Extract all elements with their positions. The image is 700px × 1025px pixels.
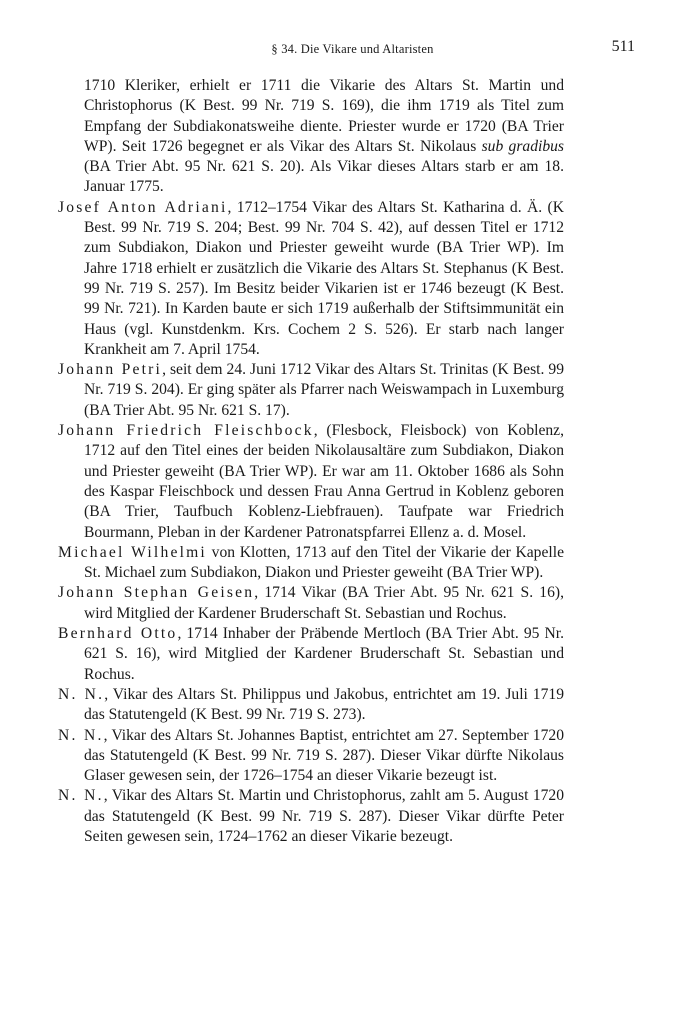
entry-text: von Klotten, 1713 auf den Titel der Vikarie der Kapelle St. Michael zum Subdiakon, Diakon und Priester geweiht (BA Trier WP). <box>84 543 564 582</box>
entry-name: Johann Stephan Geisen <box>58 584 255 602</box>
running-title: § 34. Die Vikare und Altaristen <box>271 42 434 56</box>
entry-petri <box>58 360 564 421</box>
entry-text-before: 1710 Kleriker, erhielt er 1711 die Vikarie des Altars St. Martin und Christophorus (K Best. 99 Nr. 719 S. 169), die ihm 1719 als Titel zum Empfang der Subdiakonatsweihe diente. Priester wurde er 1720 (BA Trier WP). Seit 1726 begegnet er als Vikar des Altars St. Nikolaus <box>84 77 564 155</box>
entry-name: Michael Wilhelmi <box>58 543 207 561</box>
entry-text: , seit dem 24. Juni 1712 Vikar des Altars St. Trinitas (K Best. 99 Nr. 719 S. 204). Er ging später als Pfarrer nach Weiswampach in Luxemburg (BA Trier Abt. 95 Nr. 621 S. 17). <box>84 361 564 419</box>
text-body <box>58 76 564 847</box>
entry-text: , (Flesbock, Fleisbock) von Koblenz, 1712 auf den Titel eines der beiden Nikolausaltäre zum Subdiakon, Diakon und Priester geweiht (BA Trier WP). Er war am 11. Oktober 1686 als Sohn des Kaspar Fleischbock und dessen Frau Anna Gertrud in Koblenz geboren (BA Trier, Taufbuch Koblenz-Liebfrauen). Taufpate war Friedrich Bourmann, Pleban in der Kardener Patronatspfarrei Ellenz a. d. Mosel. <box>84 422 564 541</box>
entry-text: , 1712–1754 Vikar des Altars St. Katharina d. Ä. (K Best. 99 Nr. 719 S. 204; Best. 99 Nr. 704 S. 42), auf dessen Titel er 1712 zum Subdiakon, Diakon und Priester geweiht wurde (BA Trier WP). Im Jahre 1718 erhielt er zusätzlich die Vikarie des Altars St. Stephanus (K Best. 99 Nr. 719 S. 257). Im Besitz beider Vikarien ist er 1746 bezeugt (K Best. 99 Nr. 721). In Karden baute er sich 1719 außerhalb der Stiftsimmunität ein Haus (vgl. Kunstdenkm. Krs. Cochem 2 S. 526). Er starb nach langer Krankheit am 7. April 1754. <box>84 198 565 358</box>
entry-text: , Vikar des Altars St. Philippus und Jakobus, entrichtet am 19. Juli 1719 das Statutengeld (K Best. 99 Nr. 719 S. 273). <box>84 685 564 724</box>
entry-name: Bernhard Otto <box>58 625 178 643</box>
entry-wilhelmi <box>58 543 564 584</box>
entry-nn-martin <box>58 786 564 847</box>
running-header <box>60 38 645 62</box>
entry-otto <box>58 624 564 685</box>
page-number: 511 <box>611 38 635 55</box>
entry-adriani <box>58 198 564 360</box>
entry-continuation <box>58 76 564 198</box>
entry-text: , Vikar des Altars St. Martin und Christophorus, zahlt am 5. August 1720 das Statutengeld (K Best. 99 Nr. 719 S. 287). Dieser Vikar dürfte Peter Seiten gewesen sein, 1724–1762 an dieser Vikarie bezeugt. <box>84 787 565 845</box>
entry-fleischbock <box>58 421 564 543</box>
entry-name: Johann Petri <box>58 361 163 379</box>
entry-name: N. N. <box>58 787 104 805</box>
entry-name: Johann Friedrich Fleischbock <box>58 422 314 440</box>
entry-italic-text: sub gradibus <box>481 137 565 155</box>
entry-text: , 1714 Inhaber der Präbende Mertloch (BA Trier Abt. 95 Nr. 621 S. 16), wird Mitglied der Kardener Bruderschaft St. Sebastian und Rochus. <box>84 625 564 683</box>
entry-nn-philippus <box>58 685 564 726</box>
entry-text: , 1714 Vikar (BA Trier Abt. 95 Nr. 621 S. 16), wird Mitglied der Kardener Bruderschaft St. Sebastian und Rochus. <box>84 584 564 622</box>
entry-text: , Vikar des Altars St. Johannes Baptist, entrichtet am 27. September 1720 das Statutengeld (K Best. 99 Nr. 719 S. 287). Dieser Vikar dürfte Nikolaus Glaser gewesen sein, der 1726–1754 an dieser Vikarie bezeugt ist. <box>84 726 564 785</box>
entry-name: N. N. <box>58 685 105 703</box>
entry-name: Josef Anton Adriani <box>58 198 228 216</box>
entry-name: N. N. <box>58 726 104 744</box>
entry-nn-johannes <box>58 726 564 787</box>
entry-text-after: (BA Trier Abt. 95 Nr. 621 S. 20). Als Vikar dieses Altars starb er am 18. Januar 1775. <box>84 158 564 196</box>
entry-geisen <box>58 583 564 624</box>
